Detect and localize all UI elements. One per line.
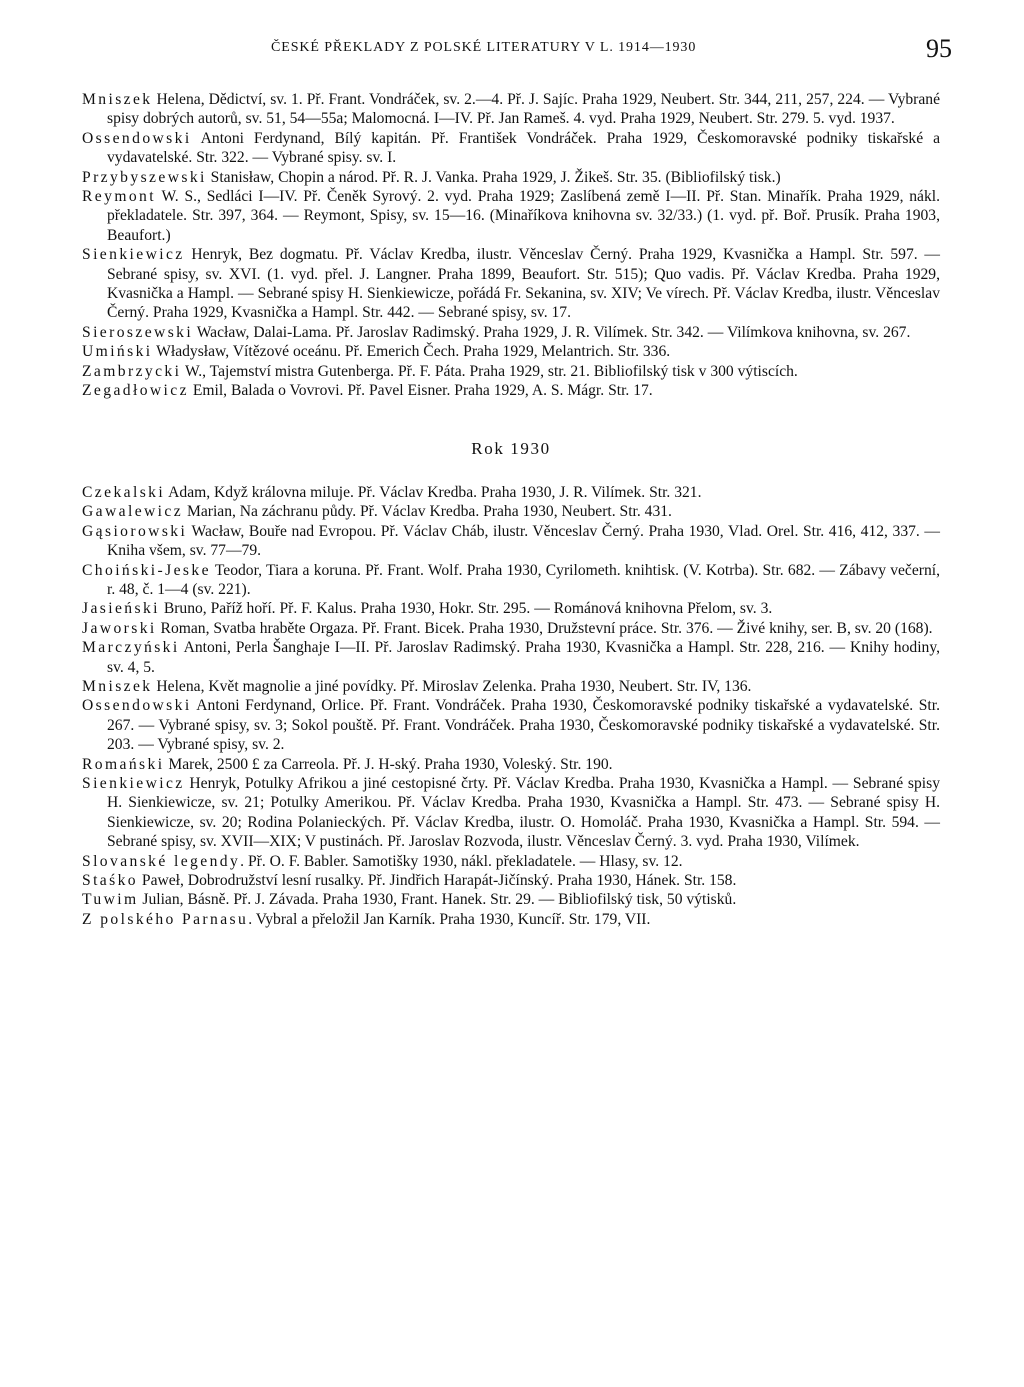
bibliography-entry [82,129,940,168]
entry-text: Antoni Ferdynand, Bílý kapitán. Př. František Vondráček. Praha 1929, Českomoravské podniky tiskařské a vydavatelské. Str. 322. — Vybrané spisy. sv. I. [107,129,940,167]
bibliography-entry [82,677,940,696]
entries-1929 [82,90,940,401]
author-name: Slovanské legendy [82,852,241,870]
bibliography-entry [82,910,940,929]
entry-text: Marek, 2500 £ za Carreola. Př. J. H-ský. Praha 1930, Voleský. Str. 190. [164,755,613,773]
bibliography-entry [82,502,940,521]
bibliography [82,90,940,929]
bibliography-entry [82,90,940,129]
entry-text: Roman, Svatba hraběte Orgaza. Př. Frant. Bicek. Praha 1930, Družstevní práce. Str. 376. — Živé knihy, ser. B, sv. 20 (168). [156,619,933,637]
entry-text: Henryk, Potulky Afrikou a jiné cestopisné črty. Př. Václav Kredba. Praha 1930, Kvasnička a Hampl. — Sebrané spisy H. Sienkiewicze, sv. 21; Potulky Amerikou. Př. Václav Kredba. Praha 1930, Kvasnička a Hampl. Str. 473. — Sebrané spisy H. Sienkiewicze, sv. 20; Rodina Polanieckých. Př. Václav Kredba, ilustr. O. Homoláč. Praha 1930, Kvasnička a Hampl. Str. 594. — Sebrané spisy, sv. XVII—XIX; V pustinách. Př. Jaroslav Rozvoda, ilustr. Věnceslav Černý. 3. vyd. Praha 1930, Vilímek. [107,775,940,851]
entry-text: Władysław, Vítězové oceánu. Př. Emerich Čech. Praha 1929, Melantrich. Str. 336. [152,343,671,361]
author-name: Romański [82,755,165,773]
bibliography-entry [82,852,940,871]
bibliography-entry [82,168,940,187]
bibliography-entry [82,522,940,561]
author-name: Mniszek [82,91,153,108]
bibliography-entry [82,696,940,754]
entry-text: W., Tajemství mistra Gutenberga. Př. F. Páta. Praha 1929, str. 21. Bibliofilský tisk v 300 výtiscích. [181,362,798,380]
entry-text: Helena, Dědictví, sv. 1. Př. Frant. Vondráček, sv. 2.—4. Př. J. Sajíc. Praha 1929, Neubert. Str. 344, 211, 257, 224. — Vybrané spisy dobrých autorů, sv. 51, 54—55a; Malomocná. I—IV. Př. Jan Rameš. 4. vyd. Praha 1929, Neubert. Str. 279. 5. vyd. 1937. [107,91,940,128]
bibliography-entry [82,245,940,323]
entry-text: Antoni Ferdynand, Orlice. Př. Frant. Vondráček. Praha 1930, Českomoravské podniky tiskařské a vydavatelské. Str. 267. — Vybrané spisy, sv. 3; Sokol pouště. Př. Frant. Vondráček. Praha 1930, Českomoravské podniky tiskařské a vydavatelské. Str. 203. — Vybrané spisy, sv. 2. [107,697,940,754]
running-head: ČESKÉ PŘEKLADY Z POLSKÉ LITERATURY V L. 1914—1930 [271,40,697,55]
author-name: Umiński [82,343,153,361]
entry-text: Adam, Když královna miluje. Př. Václav Kredba. Praha 1930, J. R. Vilímek. Str. 321. [165,483,702,501]
author-name: Sienkiewicz [82,246,185,264]
author-name: Gawalewicz [82,503,184,521]
entry-text: . Př. O. F. Babler. Samotišky 1930, nákl. překladatele. — Hlasy, sv. 12. [240,852,683,870]
page-number: 95 [926,34,952,63]
author-name: Gąsiorowski [82,522,188,540]
author-name: Z polského Parnasu [82,910,249,928]
author-name: Choiński-Jeske [82,561,211,579]
entry-text: Stanisław, Chopin a národ. Př. R. J. Vanka. Praha 1929, J. Žikeš. Str. 35. (Bibliofilský tisk.) [206,168,781,186]
entry-text: Henryk, Bez dogmatu. Př. Václav Kredba, ilustr. Věnceslav Černý. Praha 1929, Kvasnička a Hampl. Str. 597. — Sebrané spisy, sv. XVI. (1. vyd. přel. J. Langner. Praha 1899, Beaufort. Str. 515); Quo vadis. Př. Václav Kredba. Praha 1929, Kvasnička a Hampl. — Sebrané spisy H. Sienkiewicze, pořádá Fr. Sekanina, sv. XIV; Ve vírech. Př. Václav Kredba, ilustr. Věnceslav Černý. Praha 1929, Kvasnička a Hampl. Str. 442. — Sebrané spisy, sv. 17. [107,246,940,322]
bibliography-entry [82,561,940,600]
bibliography-entry [82,323,940,342]
entry-text: W. S., Sedláci I—IV. Př. Čeněk Syrový. 2. vyd. Praha 1929; Zaslíbená země I—II. Př. Stan. Minařík. Praha 1929, nákl. překladatele. Str. 397, 364. — Reymont, Spisy, sv. 15—16. (Minaříkova knihovna sv. 32/33.) (1. vyd. př. Boř. Prusík. Praha 1903, Beaufort.) [107,188,940,244]
author-name: Ossendowski [82,697,192,715]
author-name: Ossendowski [82,129,192,147]
author-name: Mniszek [82,677,153,695]
bibliography-entry [82,599,940,618]
bibliography-entry [82,755,940,774]
author-name: Sieroszewski [82,323,194,341]
author-name: Jasieński [82,600,160,618]
author-name: Przybyszewski [82,168,207,186]
bibliography-entry [82,483,940,502]
author-name: Staśko [82,872,138,890]
author-name: Jaworski [82,619,157,637]
bibliography-entry [82,381,940,400]
entry-text: Emil, Balada o Vovrovi. Př. Pavel Eisner. Praha 1929, A. S. Mágr. Str. 17. [188,382,653,400]
author-name: Zegadłowicz [82,382,189,400]
author-name: Sienkiewicz [82,775,185,792]
entry-text: Julian, Básně. Př. J. Závada. Praha 1930, Frant. Hanek. Str. 29. — Bibliofilský tisk, 50 výtisků. [138,891,737,909]
bibliography-entry [82,187,940,245]
bibliography-entry [82,638,940,677]
entry-text: Wacław, Bouře nad Evropou. Př. Václav Cháb, ilustr. Věnceslav Černý. Praha 1930, Vlad. Orel. Str. 416, 412, 337. — Kniha všem, sv. 77—79. [107,522,940,560]
entries-1930 [82,483,940,929]
entry-text: Bruno, Paříž hoří. Př. F. Kalus. Praha 1930, Hokr. Str. 295. — Románová knihovna Přelom, sv. 3. [159,600,773,618]
bibliography-entry [82,362,940,381]
bibliography-entry [82,619,940,638]
entry-text: Antoni, Perla Šanghaje I—II. Př. Jaroslav Radimský. Praha 1930, Kvasnička a Hampl. Str. 228, 216. — Knihy hodiny, sv. 4, 5. [107,639,940,676]
entry-text: Helena, Květ magnolie a jiné povídky. Př. Miroslav Zelenka. Praha 1930, Neubert. Str. IV, 136. [152,677,752,695]
author-name: Reymont [82,188,156,206]
author-name: Zambrzycki [82,362,182,380]
entry-text: Teodor, Tiara a koruna. Př. Frant. Wolf. Praha 1930, Cyrilometh. knihtisk. (V. Kotrba). Str. 682. — Zábavy večerní, r. 48, č. 1—4 (sv. 221). [107,561,940,598]
bibliography-entry [82,774,940,852]
bibliography-entry [82,871,940,890]
author-name: Marczyński [82,639,180,657]
author-name: Czekalski [82,483,166,501]
bibliography-entry [82,342,940,361]
entry-text: Paweł, Dobrodružství lesní rusalky. Př. Jindřich Harapát-Jičínský. Praha 1930, Hánek. Str. 158. [138,872,737,890]
bibliography-entry [82,890,940,909]
section-heading: Rok 1930 [471,438,551,458]
page-header [0,34,1024,68]
entry-text: Marian, Na záchranu půdy. Př. Václav Kredba. Praha 1930, Neubert. Str. 431. [183,503,672,521]
entry-text: Wacław, Dalai-Lama. Př. Jaroslav Radimský. Praha 1929, J. R. Vilímek. Str. 342. — Vilímkova knihovna, sv. 267. [193,323,911,341]
entry-text: . Vybral a přeložil Jan Karník. Praha 1930, Kuncíř. Str. 179, VII. [248,910,651,928]
author-name: Tuwim [82,891,139,909]
